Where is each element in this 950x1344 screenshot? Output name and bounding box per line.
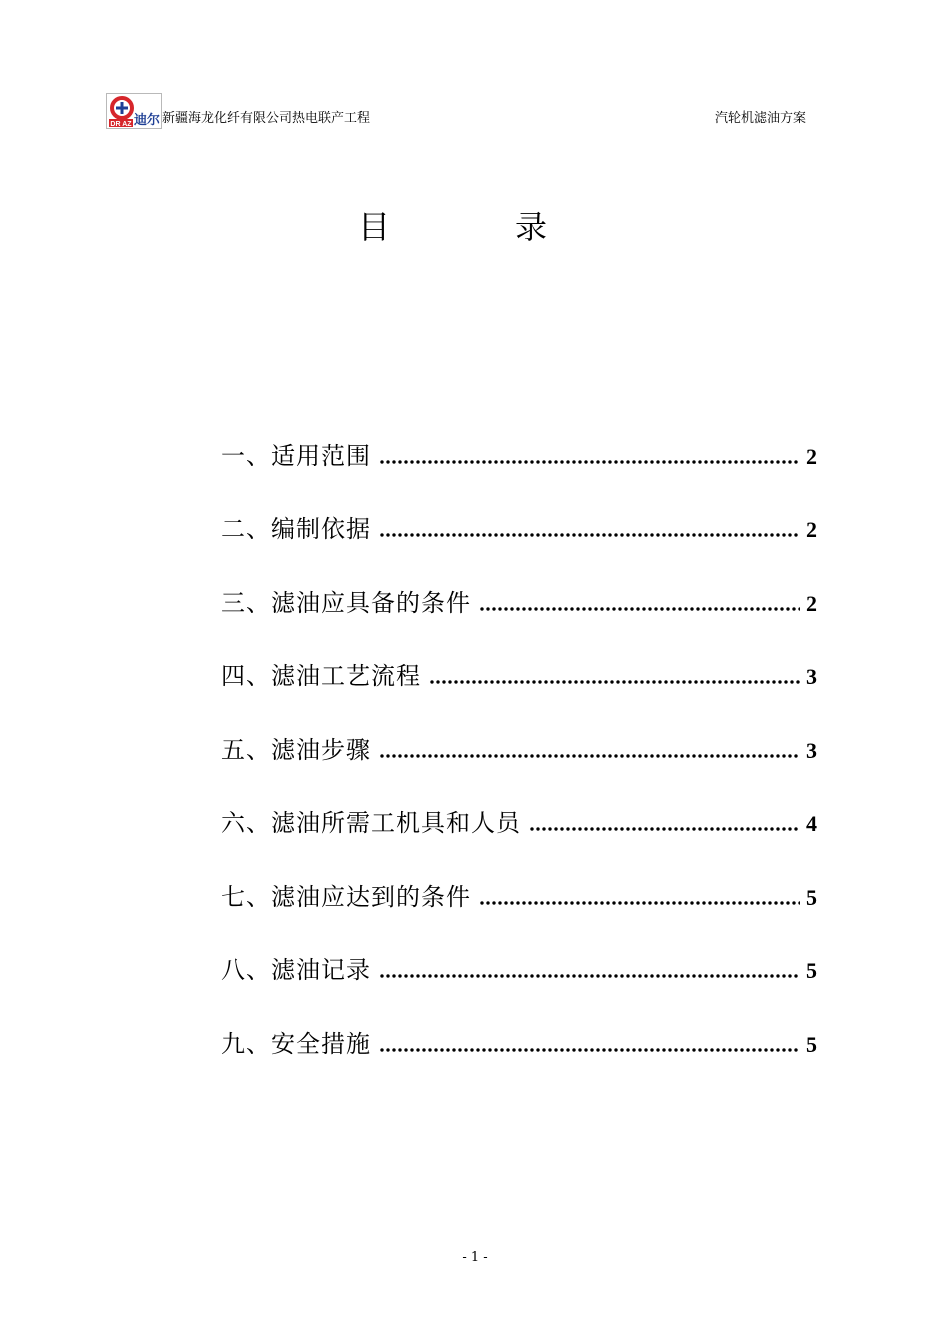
toc-leader-dots [379, 973, 800, 979]
toc-item-page: 2 [806, 517, 817, 542]
title-char-1: 目 [358, 208, 391, 246]
company-logo-graphic [107, 94, 161, 128]
toc-item[interactable] [221, 511, 817, 547]
toc-item-label: 一、适用范围 [221, 442, 371, 470]
logo-badge-text: DR AZ [110, 121, 132, 128]
toc-item[interactable] [221, 952, 817, 988]
logo-text: 迪尔 [133, 113, 161, 128]
page-header [106, 93, 806, 129]
page-number: - 1 - [462, 1250, 488, 1265]
toc-item-page: 3 [806, 664, 817, 689]
toc-leader-dots [379, 1047, 800, 1053]
toc-leader-dots [379, 532, 800, 538]
toc-item-label: 八、滤油记录 [221, 956, 371, 984]
toc-item[interactable] [221, 732, 817, 768]
toc-item[interactable] [221, 805, 817, 841]
header-document-title: 汽轮机滤油方案 [714, 111, 806, 126]
toc-leader-dots [479, 606, 800, 612]
toc-item-page: 2 [806, 591, 817, 616]
toc-leader-dots [379, 753, 800, 759]
toc-item[interactable] [221, 658, 817, 694]
toc-item-page: 4 [806, 811, 817, 836]
toc-item[interactable] [221, 585, 817, 621]
toc-item-label: 二、编制依据 [221, 515, 371, 543]
toc-item-page: 5 [806, 958, 817, 983]
toc-item[interactable] [221, 438, 817, 474]
title-char-2: 录 [515, 208, 548, 246]
toc-item-label: 三、滤油应具备的条件 [221, 589, 471, 617]
toc-item-page: 5 [806, 1032, 817, 1057]
toc-item-label: 七、滤油应达到的条件 [221, 883, 471, 911]
toc-leader-dots [479, 900, 800, 906]
toc-item[interactable] [221, 1026, 817, 1062]
toc-item-label: 九、安全措施 [221, 1030, 371, 1058]
toc-item-label: 四、滤油工艺流程 [221, 662, 421, 690]
page-title [0, 205, 950, 249]
toc-leader-dots [429, 679, 800, 685]
toc-item[interactable] [221, 879, 817, 915]
toc-item-page: 3 [806, 738, 817, 763]
toc-leader-dots [529, 826, 800, 832]
toc-item-page: 5 [806, 885, 817, 910]
toc-item-page: 2 [806, 444, 817, 469]
toc-leader-dots [379, 459, 800, 465]
company-logo [106, 93, 162, 129]
header-project-name: 新疆海龙化纤有限公司热电联产工程 [162, 111, 371, 126]
toc-item-label: 六、滤油所需工机具和人员 [221, 809, 521, 837]
toc-item-label: 五、滤油步骤 [221, 736, 371, 764]
